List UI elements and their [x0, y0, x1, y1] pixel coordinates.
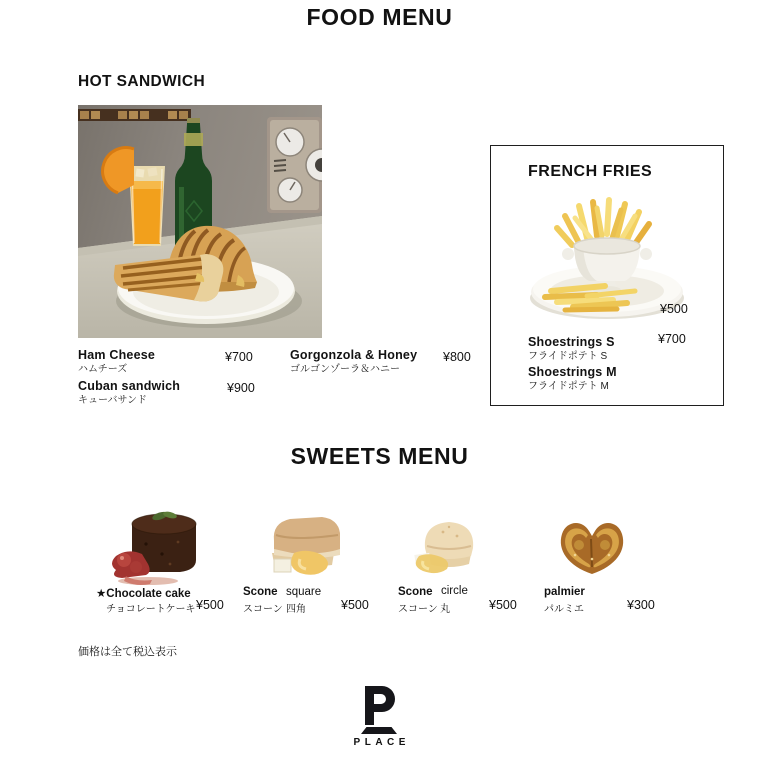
wood-shelf [78, 109, 191, 121]
hot-sandwich-photo [78, 105, 322, 338]
menu-item-gorgonzola-honey [290, 349, 417, 376]
sweet-variant-jp-scone-square: 四角 [286, 604, 306, 615]
scone-square-illustration [264, 511, 348, 579]
sweet-name-scone-square: Scone [243, 586, 278, 598]
item-name-jp: フライドポテト S [528, 351, 608, 363]
sweet-name-scone-circle: Scone [398, 586, 433, 598]
item-name-jp: フライドポテト M [528, 381, 609, 393]
menu-item-ham-cheese [78, 349, 155, 376]
item-name: Shoestrings M [528, 365, 617, 379]
item-name: Gorgonzola & Honey [290, 348, 418, 362]
sweet-price-scone-square: ¥500 [341, 598, 369, 612]
item-name-jp: ゴルゴンゾーラ＆ハニー [290, 364, 400, 376]
wall-meter-panel [267, 117, 322, 213]
item-price-cuban-sandwich: ¥900 [227, 381, 255, 395]
sweet-name-chocolate-cake: ★Chocolate cake [96, 588, 191, 600]
page-title: FOOD MENU [306, 4, 453, 30]
menu-item-cuban-sandwich [78, 380, 180, 407]
sweets-menu-heading: SWEETS MENU [290, 443, 469, 469]
fries-price-m: ¥700 [658, 332, 686, 346]
hot-sandwich-photo-illustration [78, 105, 322, 338]
scone-circle-photo [409, 512, 489, 578]
french-fries-heading: FRENCH FRIES [528, 163, 653, 180]
scone-circle-illustration [409, 512, 489, 578]
place-logo-mark [358, 686, 400, 734]
sweet-name-jp-scone-square: スコーン [243, 604, 283, 615]
chocolate-cake-photo [106, 504, 216, 586]
item-name: Shoestrings S [528, 335, 615, 349]
item-price-ham-cheese: ¥700 [225, 350, 253, 364]
place-logo-label: PLACE [353, 737, 410, 748]
sweet-price-palmier: ¥300 [627, 598, 655, 612]
sweet-name-jp-scone-circle: スコーン [398, 604, 438, 615]
item-name: Cuban sandwich [78, 379, 181, 393]
palmier-photo [555, 515, 629, 579]
tax-note: 価格は全て税込表示 [78, 646, 177, 658]
place-logo [358, 686, 400, 734]
palmier-illustration [555, 515, 629, 579]
item-name: Ham Cheese [78, 348, 156, 362]
hot-sandwich-heading: HOT SANDWICH [78, 73, 206, 90]
sweet-name-jp-chocolate-cake: チョコレートケーキ [106, 604, 196, 615]
sweet-variant-jp-scone-circle: 丸 [440, 604, 450, 615]
scone-square-photo [264, 511, 348, 579]
item-name-jp: キューバサンド [78, 395, 147, 407]
sweet-variant-scone-square: square [286, 586, 322, 598]
sweet-name-palmier: palmier [544, 586, 585, 598]
french-fries-box [490, 145, 724, 406]
chocolate-cake-illustration [106, 504, 216, 586]
menu-item-shoestrings-m [528, 366, 617, 393]
menu-item-shoestrings-s [528, 336, 615, 363]
sweet-price-scone-circle: ¥500 [489, 598, 517, 612]
item-price-gorgonzola-honey: ¥800 [443, 350, 471, 364]
sweet-price-chocolate-cake: ¥500 [196, 598, 224, 612]
fries-price-s: ¥500 [660, 302, 688, 316]
sweet-name-jp-palmier: パルミエ [544, 604, 584, 615]
item-name-jp: ハムチーズ [78, 364, 128, 376]
sweet-variant-scone-circle: circle [441, 585, 468, 597]
